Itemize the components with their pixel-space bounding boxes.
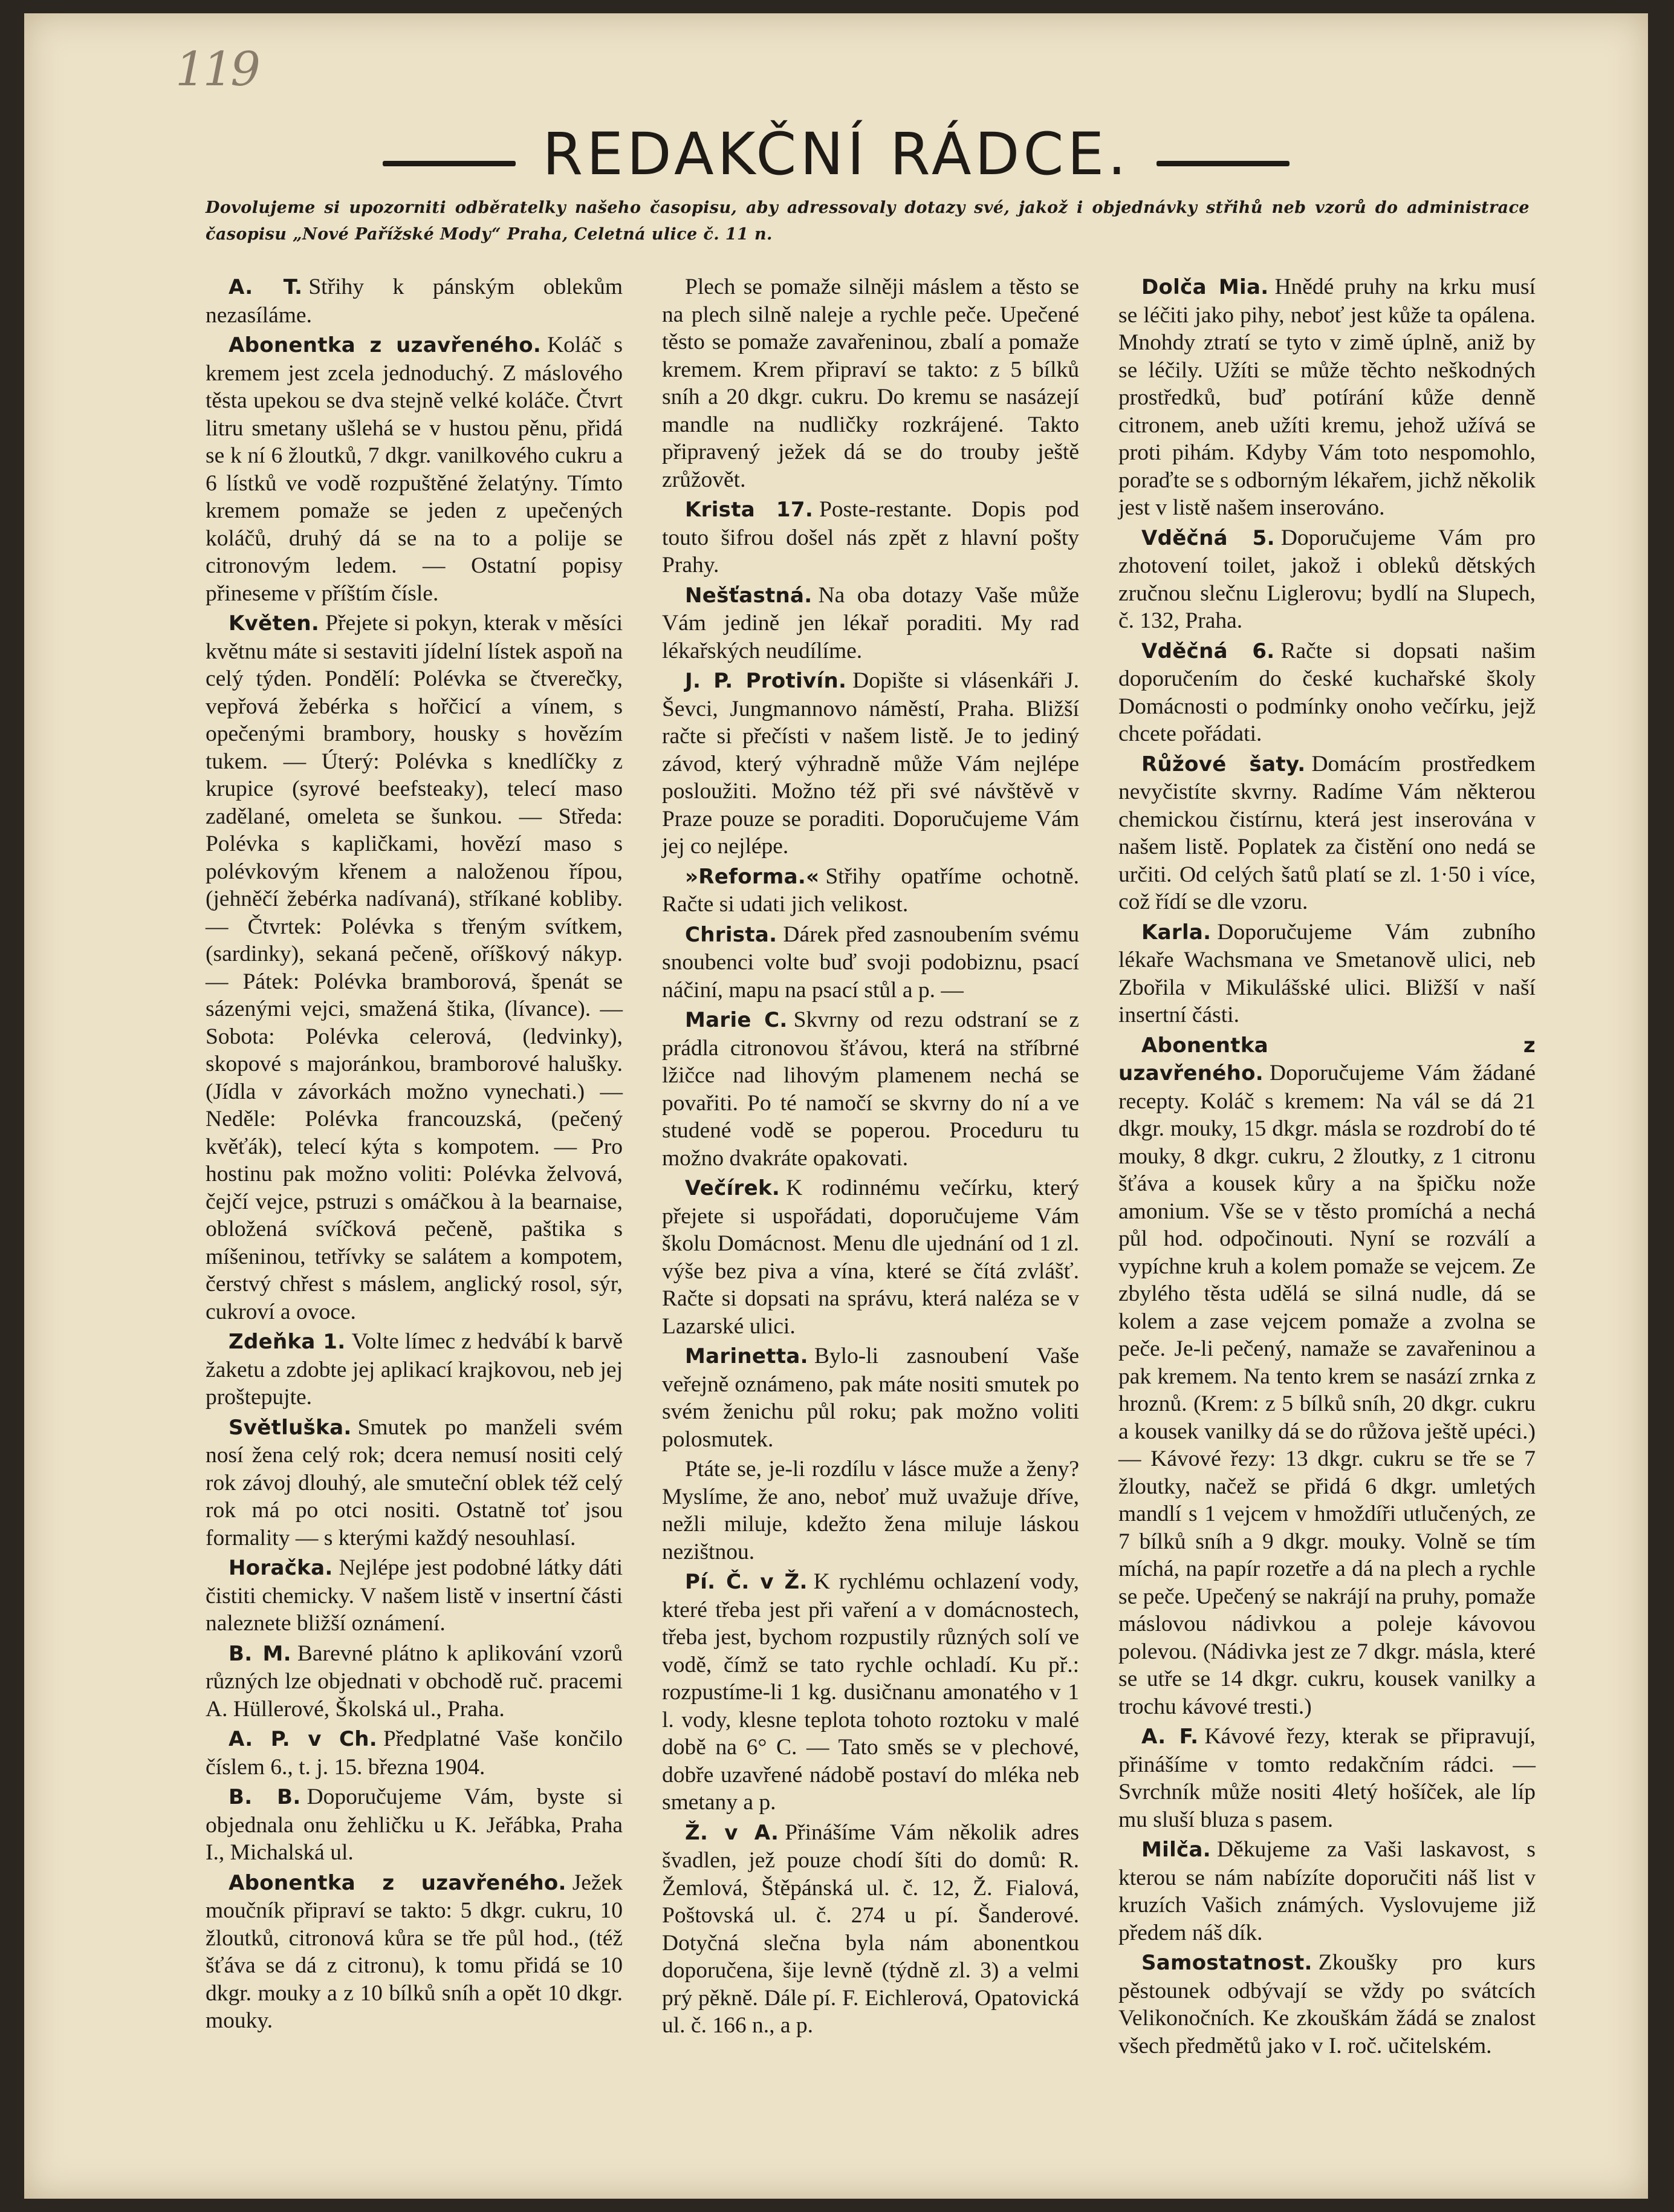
- reply-text: Střihy k pánským oblekům nezasíláme.: [206, 275, 623, 328]
- reply-entry: [662, 273, 1079, 493]
- reply-recipient: A. P. v Ch.: [229, 1727, 377, 1751]
- columns: [206, 273, 1536, 2148]
- column-3: [1118, 273, 1536, 2148]
- reply-recipient: Abonentka z uzavřeného.: [229, 333, 542, 357]
- reply-entry: [662, 667, 1079, 860]
- reply-recipient: Samostatnost.: [1141, 1951, 1312, 1975]
- reply-recipient: A. F.: [1141, 1725, 1199, 1749]
- reply-text: K rychlému ochlazení vody, které třeba jest při vaření a v domácnostech, třeba jest, bychom rozpustily různých solí ve vodě, čímž se tato rychle ochladí. Ku př.: rozpustíme-li 1 kg. dusičnanu amonatého v 1 l. vody, klesne teplota tohoto roztoku v malé době na 6° C. — Tato směs se v plechové, dobře uzavřené nádobě postaví do mléka neb smetany a p.: [662, 1569, 1079, 1815]
- reply-recipient: A. T.: [229, 275, 303, 299]
- reply-text: Nejlépe jest podobné látky dáti čistiti chemicky. V našem listě v insertní části naleznete bližší oznámení.: [206, 1555, 623, 1636]
- reply-recipient: Karla.: [1141, 920, 1212, 945]
- reply-text: Dárek před zasnoubením svému snoubenci volte buď svoji podobiznu, psací náčiní, mapu na psací stůl a p. —: [662, 922, 1079, 1003]
- magazine-page: [24, 13, 1648, 2199]
- reply-entry: [1118, 750, 1536, 916]
- reply-text: Doporučujeme Vám zubního lékaře Wachsmana ve Smetanově ulici, neb Zbořila v Mikulášské ulici. Bližší v naší insertní části.: [1118, 919, 1536, 1027]
- reply-entry: [662, 921, 1079, 1004]
- reply-text: Plech se pomaže silněji máslem a těsto se na plech silně naleje a rychle peče. Upečené těsto se pomaže zavařeninou, zbalí a pomaže kremem. Krem připraví se takto: z 5 bílků sníh a 20 dkgr. cukru. Do kremu se nasázejí mandle na nudličky rozkrájené. Takto připravený ježek dá se do trouby ještě zrůžovět.: [662, 275, 1079, 492]
- reply-text: Na oba dotazy Vaše může Vám jedině jen lékař poraditi. My rad lékařských neudílíme.: [662, 582, 1079, 663]
- reply-text: Střihy opatříme ochotně. Račte si udati jich velikost.: [662, 864, 1079, 917]
- reply-text: Smutek po manželi svém nosí žena celý rok; dcera nemusí nositi celý rok závoj dlouhý, ale smuteční oblek též celý rok má po otci nositi. Ostatně toť jsou formality — s kterými každý nesouhlasí.: [206, 1414, 623, 1550]
- reply-text: Ježek moučník připraví se takto: 5 dkgr. cukru, 10 žloutků, citronová kůra se tře půl hod., (též šťáva se dá z citronu), k tomu přidá se 10 dkgr. mouky a z 10 bílků sníh a opět 10 dkgr. mouky.: [206, 1870, 623, 2033]
- reply-recipient: Zdeňka 1.: [229, 1330, 346, 1354]
- column-1: [206, 273, 623, 2148]
- reply-entry: [1118, 919, 1536, 1029]
- reply-recipient: Květen.: [229, 611, 320, 636]
- page-header: [24, 115, 1648, 194]
- header-rule-right: [1157, 161, 1290, 166]
- reply-entry: [662, 1568, 1079, 1817]
- reply-recipient: Ž. v A.: [685, 1820, 779, 1845]
- reply-text: Ptáte se, je-li rozdílu v lásce muže a ženy? Myslíme, že ano, neboť muž uvažuje dříve, nežli miluje, kdežto žena miluje láskou nezištnou.: [662, 1457, 1079, 1564]
- column-2: [662, 273, 1079, 2148]
- page-number: 119: [175, 42, 258, 97]
- reply-text: Hnědé pruhy na krku musí se léčiti jako pihy, neboť jest kůže ta opálena. Mnohdy ztratí se tyto v zimě úplně, aniž by se léčily. Užíti se může těchto neškodných prostředků, buď potírání kůže denně citronem, aneb užíti kremu, jehož užívá se proti pihám. Kdyby Vám toto nespomohlo, poraďte se s odborným lékařem, jichž několik jest v listě našem inserováno.: [1118, 275, 1536, 520]
- reply-recipient: B. M.: [229, 1641, 291, 1666]
- reply-recipient: Vděčná 6.: [1141, 639, 1275, 663]
- header-rule-left: [383, 161, 516, 166]
- reply-entry: [1118, 1836, 1536, 1947]
- reply-recipient: Vděčná 5.: [1141, 525, 1275, 550]
- reply-entry: [206, 331, 623, 607]
- reply-entry: [206, 1328, 623, 1411]
- reply-entry: [662, 582, 1079, 665]
- reply-recipient: Abonentka z uzavřeného.: [229, 1870, 566, 1895]
- reply-recipient: Marinetta.: [685, 1344, 808, 1368]
- reply-recipient: Dolča Mia.: [1141, 275, 1269, 299]
- reply-text: Předplatné Vaše končilo číslem 6., t. j. 15. března 1904.: [206, 1726, 623, 1780]
- reply-entry: [662, 1819, 1079, 2040]
- reply-recipient: Abonentka z uzavřeného.: [1118, 1033, 1536, 1085]
- reply-text: Barevné plátno k aplikování vzorů různých lze objednati v obchodě ruč. pracemi A. Hüllerové, Školská ul., Praha.: [206, 1641, 623, 1722]
- reply-entry: [662, 496, 1079, 579]
- reply-text: Děkujeme za Vaši laskavost, s kterou se nám nabízíte doporučiti náš list v kruzích Vašich známých. Vyslovujeme již předem náš dík.: [1118, 1837, 1536, 1945]
- page-title: REDAKČNÍ RÁDCE.: [542, 120, 1130, 188]
- reply-text: Domácím prostředkem nevyčistíte skvrny. Radíme Vám některou chemickou čistírnu, která jest inserována v našem listě. Poplatek za čistění ono nedá se určiti. Od celých šatů platí se zl. 1·50 i více, což řídí se dle vzoru.: [1118, 751, 1536, 914]
- reply-text: Přinášíme Vám několik adres švadlen, jež pouze chodí šíti do domů: R. Žemlová, Štěpánská ul. č. 12, Ž. Fialová, Poštovská ul. č. 274 u pí. Šanderové. Dotyčná slečna byla nám abonentkou doporučena, šije levně (týdně zl. 3) a velmi prý pěkně. Dále pí. F. Eichlerová, Opatovická ul. č. 166 n., a p.: [662, 1820, 1079, 2038]
- reply-text: Račte si dopsati našim doporučením do české kuchařské školy Domácnosti o podmínky onoho večírku, jejž chcete pořádati.: [1118, 638, 1536, 746]
- reply-recipient: Pí. Č. v Ž.: [685, 1570, 808, 1594]
- reply-entry: [206, 1554, 623, 1638]
- reply-recipient: Horačka.: [229, 1556, 333, 1580]
- reply-text: Bylo-li zasnoubení Vaše veřejně oznámeno, pak máte nositi smutek po svém ženichu půl roku; pak možno voliti polosmutek.: [662, 1344, 1079, 1452]
- reply-recipient: Krista 17.: [685, 498, 814, 522]
- reply-entry: [662, 863, 1079, 919]
- reply-entry: [1118, 1949, 1536, 2060]
- reply-text: Zkoušky pro kurs pěstounek odbývají se vždy po svátcích Velikonočních. Ke zkouškám žádá se znalost všech předmětů jako v I. roč. učitelském.: [1118, 1950, 1536, 2058]
- reply-entry: [1118, 1723, 1536, 1833]
- reply-recipient: Christa.: [685, 922, 777, 947]
- reply-text: Doporučujeme Vám žádané recepty. Koláč s kremem: Na vál se dá 21 dkgr. mouky, 15 dkgr. másla se rozdrobí do té mouky, 8 dkgr. cukru, 2 žloutky, z 1 citronu šťáva a kousek kůry a na špičku nože amonium. Vše se v těsto promíchá a nechá půl hod. odpočinouti. Nyní se rozválí a vypíchne kruh a kolem pomaže se vejcem. Ze zbylého těsta udělá se silná nudle, dá se kolem a zase vejcem pomaže a zvolna se peče. Je-li pečený, namaže se zavařeninou a pak kremem. Na tento krem se nasází zrnka z hroznů. (Krem: z 5 bílků sníh, 20 dkgr. cukru a kousek vanilky dá se do růžova ještě upéci.) — Kávové řezy: 13 dkgr. cukru se tře se 7 žloutky, načež se přidá 6 dkgr. umletých mandlí s 1 vejcem v hmoždíři utlučených, ze 7 bílků sníh a 9 dkgr. mouky. Volně se tím míchá, na papír rozetře a dá na plech a rychle se peče. Upečený se nakrájí na pruhy, pomaže máslovou nádivkou a poleje kávovou polevou. (Nádivka jest ze 7 dkgr. másla, které se utře se 14 dkgr. cukru, kousek vanilky a trochu kávové tresti.): [1118, 1061, 1536, 1719]
- reply-text: Doporučujeme Vám pro zhotovení toilet, jakož i obleků dětských zručnou slečnu Liglerovu; bydlí na Slupech, č. 132, Praha.: [1118, 525, 1536, 633]
- reply-text: K rodinnému večírku, který přejete si uspořádati, doporučujeme Vám školu Domácnost. Menu dle ujednání od 1 zl. výše bez piva a vína, které se čítá zvlášť. Račte si dopsati na správu, která naléza se v Lazarské ulici.: [662, 1176, 1079, 1339]
- reply-entry: [206, 610, 623, 1326]
- reply-entry: [662, 1006, 1079, 1172]
- reply-recipient: Milča.: [1141, 1838, 1211, 1862]
- reply-entry: [662, 1174, 1079, 1340]
- reply-recipient: Růžové šaty.: [1141, 752, 1306, 776]
- reply-text: Skvrny od rezu odstraní se z prádla citronovou šťávou, která na stříbrné lžičce nad lihovým plamenem nechá se povařiti. Po té namočí se skvrny do ní a ve studené vodě se poperou. Proceduru tu možno dvakráte opakovati.: [662, 1007, 1079, 1171]
- reply-recipient: Světluška.: [229, 1415, 352, 1440]
- reply-entry: [1118, 273, 1536, 522]
- reply-entry: [206, 273, 623, 329]
- reply-recipient: Nešťastná.: [685, 583, 813, 608]
- reply-entry: [1118, 1032, 1536, 1721]
- reply-entry: [1118, 524, 1536, 635]
- reply-entry: [206, 1783, 623, 1867]
- reply-entry: [206, 1725, 623, 1781]
- reply-entry: [1118, 637, 1536, 748]
- reply-text: Koláč s kremem jest zcela jednoduchý. Z máslového těsta upekou se dva stejně velké koláče. Čtvrt litru smetany ušlehá se v hustou pěnu, přidá se k ní 6 žloutků, 7 dkgr. vanilkového cukru a 6 lístků ve vodě rozpuštěné želatýny. Tímto kremem pomaže se jeden z upečených koláčů, druhý dá se na to a polije se citronovým ledem. — Ostatní popisy přineseme v příštím čísle.: [206, 333, 623, 606]
- reply-recipient: J. P. Protivín.: [685, 669, 847, 693]
- reply-entry: [662, 1342, 1079, 1453]
- reply-entry: [206, 1640, 623, 1723]
- reply-recipient: »Reforma.«: [685, 864, 820, 889]
- reply-text: Kávové řezy, kterak se připravují, přinášíme v tomto redakčním rádci. — Svrchník může nositi 4letý hošíček, ale líp mu sluší bluza s pasem.: [1118, 1724, 1536, 1832]
- reply-text: Poste-restante. Dopis pod touto šifrou došel nás zpět z hlavní pošty Prahy.: [662, 497, 1079, 577]
- reply-recipient: Marie C.: [685, 1008, 788, 1032]
- reply-text: Volte límec z hedvábí k barvě žaketu a zdobte jej aplikací krajkovou, neb jej proštepujte.: [206, 1329, 623, 1410]
- reply-recipient: Večírek.: [685, 1176, 780, 1200]
- reply-entry: [662, 1456, 1079, 1566]
- reply-text: Přejete si pokyn, kterak v měsíci květnu máte si sestaviti jídelní lístek aspoň na celý týden. Pondělí: Polévka se čtverečky, vepřová žebérka s hořčicí a vínem, s opečenými brambory, housky s hovězím tukem. — Úterý: Polévka s knedlíčky z krupice (syrové beefsteaky), telecí maso zadělané, omeleta se šunkou. — Středa: Polévka s kapličkami, hovězí maso s polévkovým křenem a naloženou řípou, (jehněčí žebérka nadívaná), stříkané kobliby. — Čtvrtek: Polévka s třeným svítkem, (sardinky), sekaná pečeně, oříškový nákyp. — Pátek: Polévka bramborová, špenát se sázenými vejci, smažená štika, (lívance). — Sobota: Polévka celerová, (ledvinky), skopové s majoránkou, bramborové halušky. (Jídla v závorkách možno vynechati.) — Neděle: Polévka francouzská, (pečený kvěťák), telecí kýta s kompotem. — Pro hostinu pak možno voliti: Polévka želvová, čejčí vejce, pstruzi s omáčkou à la bearnaise, obložená svíčková pečeně, paštika s míšeninou, tetřívky se salátem a kompotem, čerstvý chřest s máslem, anglický rosol, sýr, cukroví a ovoce.: [206, 611, 623, 1324]
- reply-entry: [206, 1414, 623, 1552]
- reply-text: Dopište si vlásenkáři J. Ševci, Jungmannovo náměstí, Praha. Bližší račte si přečísti v našem listě. Je to jediný závod, který výhradně může Vám nejlépe posloužiti. Možno též při své návštěvě v Praze pouze se poraditi. Doporučujeme Vám jej co nejlépe.: [662, 668, 1079, 859]
- reply-recipient: B. B.: [229, 1785, 301, 1809]
- reply-text: Doporučujeme Vám, byste si objednala onu žehličku u K. Jeřábka, Praha I., Michalská ul.: [206, 1784, 623, 1865]
- reply-entry: [206, 1869, 623, 2035]
- editorial-notice: Dovolujeme si upozorniti odběratelky našeho časopisu, aby adressovaly dotazy své, jakož i objednávky střihů neb vzorů do administrace časopisu „Nové Pařížské Mody“ Praha, Celetná ulice č. 11 n.: [206, 198, 1530, 244]
